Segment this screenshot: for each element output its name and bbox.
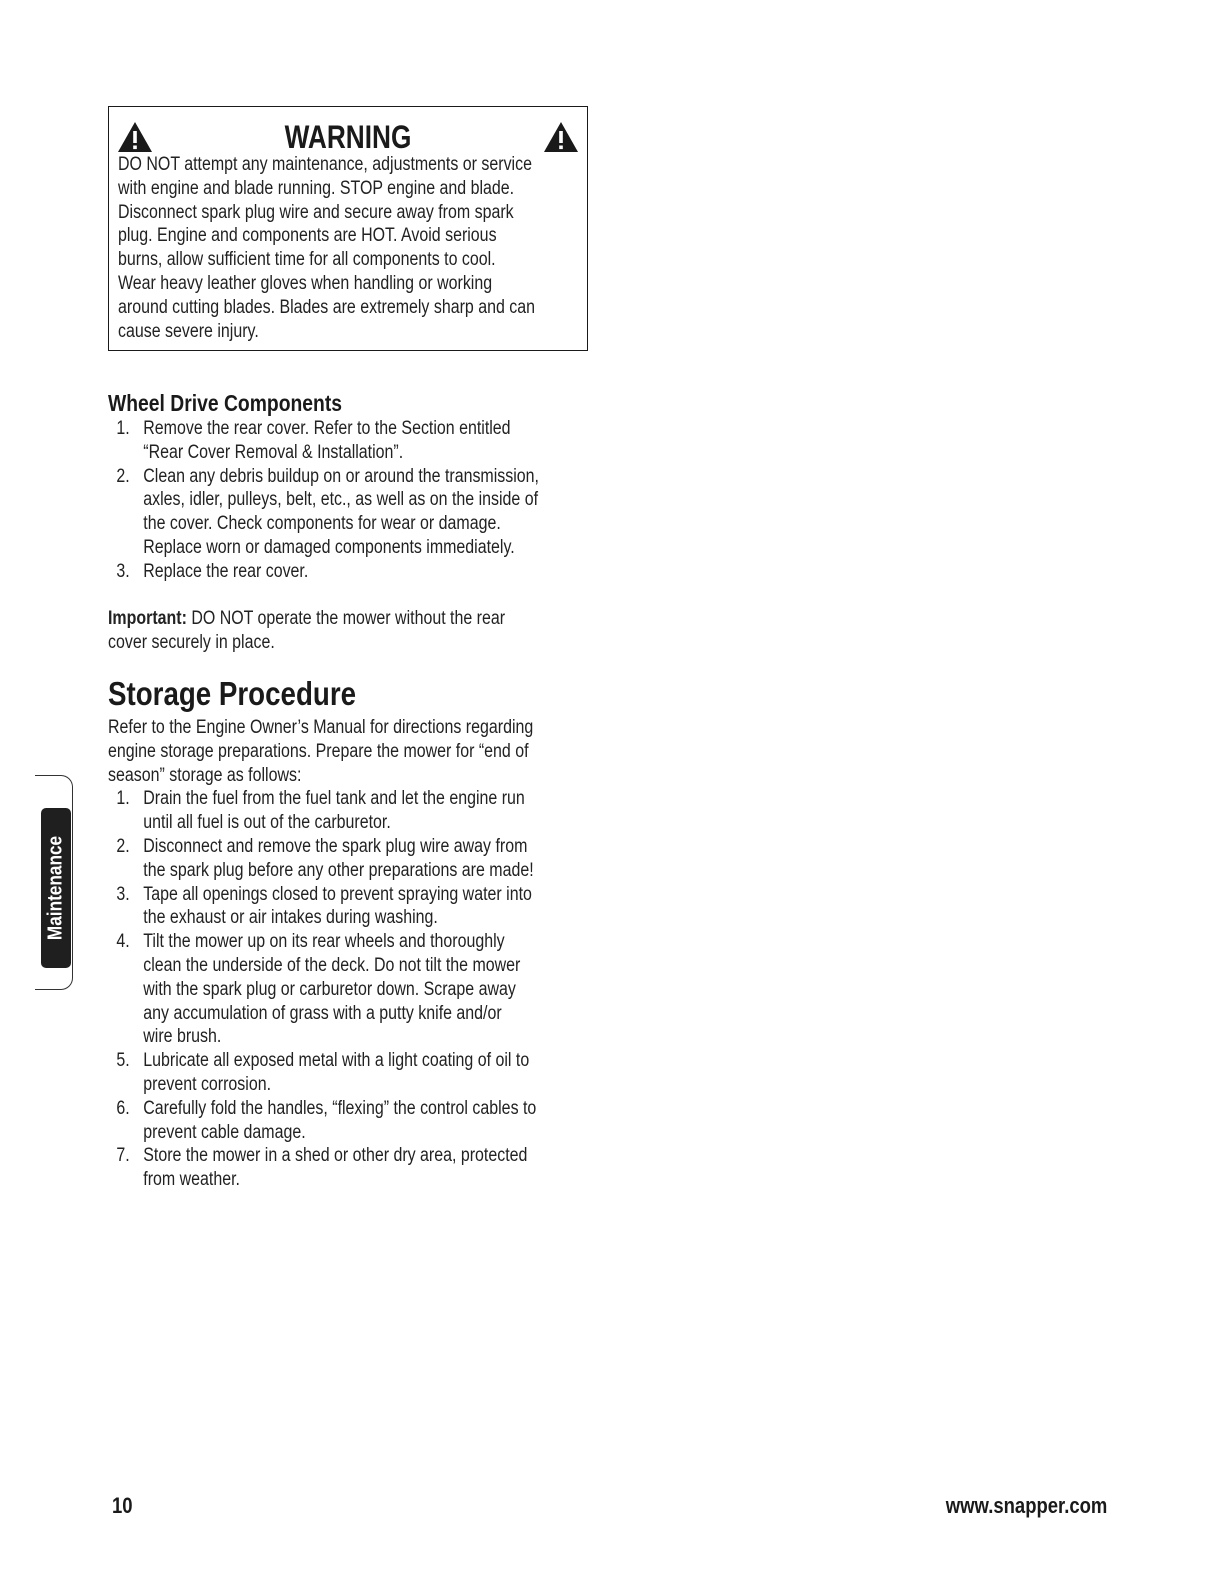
- warning-title: WARNING: [284, 119, 412, 155]
- list-item: [108, 465, 588, 560]
- section-heading-storage: Storage Procedure: [108, 675, 357, 712]
- step-line: from weather.: [143, 1169, 240, 1191]
- step-line: Clean any debris buildup on or around the transmission,: [143, 465, 539, 487]
- step-line: the spark plug before any other preparations are made!: [143, 859, 534, 881]
- step-line: Store the mower in a shed or other dry area, protected: [143, 1145, 528, 1167]
- warning-triangle-icon: [117, 121, 153, 153]
- step-number: 4.: [116, 931, 130, 953]
- intro-line: season” storage as follows:: [108, 764, 302, 786]
- step-line: any accumulation of grass with a putty knife and/or: [143, 1002, 502, 1024]
- step-number: 2.: [116, 465, 130, 487]
- page-number: 10: [112, 1493, 133, 1518]
- warning-line: cause severe injury.: [118, 320, 259, 342]
- warning-box: [108, 106, 588, 351]
- list-item: [108, 787, 588, 835]
- list-item: [108, 883, 588, 931]
- step-line: Remove the rear cover. Refer to the Section entitled: [143, 418, 511, 439]
- step-line: prevent cable damage.: [143, 1121, 306, 1143]
- intro-line: Refer to the Engine Owner’s Manual for directions regarding: [108, 717, 534, 738]
- step-line: Drain the fuel from the fuel tank and let the engine run: [143, 788, 525, 810]
- warning-triangle-icon: [543, 121, 579, 153]
- step-number: 2.: [116, 835, 130, 857]
- section-heading-wheel-drive: Wheel Drive Components: [108, 390, 343, 416]
- step-line: Replace the rear cover.: [143, 560, 309, 582]
- important-text: DO NOT operate the mower without the rear: [186, 608, 506, 629]
- list-item: [108, 417, 588, 465]
- warning-line: Wear heavy leather gloves when handling or working: [118, 272, 493, 294]
- step-number: 7.: [116, 1145, 130, 1167]
- step-number: 3.: [116, 560, 130, 582]
- storage-steps: [108, 787, 588, 1192]
- warning-header: [109, 115, 587, 155]
- storage-intro: [108, 716, 588, 1192]
- warning-line: Disconnect spark plug wire and secure away from spark: [118, 201, 514, 223]
- wheel-drive-steps: [108, 417, 588, 584]
- step-number: 1.: [116, 788, 130, 810]
- list-item: [108, 930, 588, 1049]
- important-label: Important:: [108, 608, 187, 629]
- important-text: cover securely in place.: [108, 631, 275, 653]
- step-line: “Rear Cover Removal & Installation”.: [143, 441, 404, 463]
- step-number: 5.: [116, 1050, 130, 1072]
- step-number: 6.: [116, 1097, 130, 1119]
- step-line: Tape all openings closed to prevent spraying water into: [143, 883, 532, 905]
- footer-url: www.snapper.com: [945, 1493, 1107, 1518]
- step-line: with the spark plug or carburetor down. Scrape away: [143, 978, 516, 1000]
- step-line: wire brush.: [143, 1026, 222, 1048]
- step-number: 1.: [116, 418, 130, 439]
- warning-line: DO NOT attempt any maintenance, adjustments or service: [118, 154, 532, 175]
- step-line: Disconnect and remove the spark plug wire away from: [143, 835, 528, 857]
- list-item: [108, 1097, 588, 1145]
- important-note: [108, 607, 588, 655]
- step-line: Tilt the mower up on its rear wheels and thoroughly: [143, 931, 505, 953]
- intro-line: engine storage preparations. Prepare the mower for “end of: [108, 740, 529, 762]
- warning-text: [118, 153, 598, 343]
- list-item: [108, 1144, 588, 1192]
- side-tab-label: Maintenance: [44, 835, 67, 941]
- step-number: 3.: [116, 883, 130, 905]
- step-line: Carefully fold the handles, “flexing” the control cables to: [143, 1097, 537, 1119]
- list-item: [108, 835, 588, 883]
- list-item: [108, 560, 588, 584]
- warning-line: burns, allow sufficient time for all components to cool.: [118, 249, 496, 271]
- step-line: Replace worn or damaged components immediately.: [143, 536, 515, 558]
- step-line: axles, idler, pulleys, belt, etc., as well as on the inside of: [143, 489, 539, 511]
- warning-line: with engine and blade running. STOP engine and blade.: [118, 177, 515, 199]
- step-line: the exhaust or air intakes during washing.: [143, 907, 438, 929]
- warning-line: around cutting blades. Blades are extremely sharp and can: [118, 296, 535, 318]
- step-line: the cover. Check components for wear or damage.: [143, 513, 501, 535]
- step-line: until all fuel is out of the carburetor.: [143, 812, 391, 834]
- step-line: prevent corrosion.: [143, 1073, 272, 1095]
- step-line: clean the underside of the deck. Do not tilt the mower: [143, 954, 521, 976]
- list-item: [108, 1049, 588, 1097]
- warning-line: plug. Engine and components are HOT. Avoid serious: [118, 225, 497, 247]
- step-line: Lubricate all exposed metal with a light coating of oil to: [143, 1050, 530, 1072]
